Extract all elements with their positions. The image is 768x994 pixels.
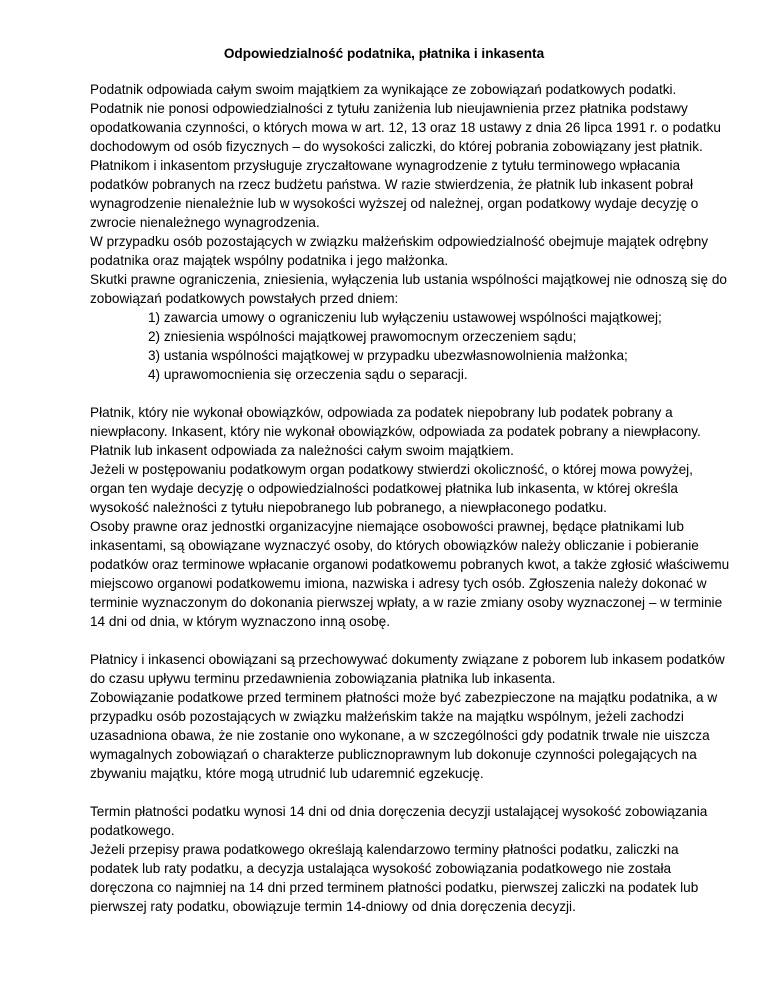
paragraph: Płatnicy i inkasenci obowiązani są przechowywać dokumenty związane z poborem lub inkasem podatków do czasu upływu terminu przedawnienia zobowiązania płatnika lub inkasenta.: [90, 652, 725, 686]
paragraph: Płatnik, który nie wykonał obowiązków, odpowiada za podatek niepobrany lub podatek pobrany a niewpłacony. Inkasent, który nie wykonał obowiązków, odpowiada za podatek pobrany a niewpłacony. Płatnik lub inkasent odpowiada za należności całym swoim majątkiem.: [90, 405, 701, 458]
paragraph: Jeżeli przepisy prawa podatkowego określają kalendarzowo terminy płatności podatku, zaliczki na podatek lub raty podatku, a decyzja ustalająca wysokość zobowiązania podatkowego nie została doręczona co najmniej na 14 dni przed terminem płatności podatku, pierwszej zaliczki na podatek lub pierwszej raty podatku, obowiązuje termin 14-dniowy od dnia doręczenia decyzji.: [90, 842, 699, 914]
paragraph: W przypadku osób pozostających w związku małżeńskim odpowiedzialność obejmuje majątek odrębny podatnika oraz majątek wspólny podatnika i jego małżonka.: [90, 234, 709, 268]
paragraph: Podatnik nie ponosi odpowiedzialności z tytułu zaniżenia lub nieujawnienia przez płatnika podstawy opodatkowania czynności, o których mowa w art. 12, 13 oraz 18 ustawy z dnia 26 lipca 1991 r. o podatku dochodowym od osób fizycznych – do wysokości zaliczki, do której pobrania zobowiązany jest płatnik.: [90, 101, 721, 154]
section-documents-security: [90, 650, 730, 783]
paragraph: Płatnikom i inkasentom przysługuje zryczałtowane wynagrodzenie z tytułu terminowego wpłacania podatków pobranych na rzecz budżetu państwa. W razie stwierdzenia, że płatnik lub inkasent pobrał wynagrodzenie nienależnie lub w wysokości wyższej od należnej, organ podatkowy wydaje decyzję o zwrocie nienależnego wynagrodzenia.: [90, 158, 699, 230]
paragraph: Jeżeli w postępowaniu podatkowym organ podatkowy stwierdzi okoliczność, o której mowa powyżej, organ ten wydaje decyzję o odpowiedzialności podatkowej płatnika lub inkasenta, w której określa wysokość należności z tytułu niepobranego lub pobranego, a niewpłaconego podatku.: [90, 462, 693, 515]
document-body: [90, 80, 730, 935]
list-item: 1) zawarcia umowy o ograniczeniu lub wyłączeniu ustawowej wspólności majątkowej;: [148, 310, 662, 325]
paragraph: Termin płatności podatku wynosi 14 dni od dnia doręczenia decyzji ustalającej wysokość zobowiązania podatkowego.: [90, 804, 708, 838]
document-title: Odpowiedzialność podatnika, płatnika i inkasenta: [223, 46, 545, 61]
paragraph: Zobowiązanie podatkowe przed terminem płatności może być zabezpieczone na majątku podatnika, a w przypadku osób pozostających w związku małżeńskim także na majątku wspólnym, jeżeli zachodzi uzasadniona obawa, że nie zostanie ono wykonane, a w szczególności gdy podatnik trwale nie uiszcza wymagalnych zobowiązań o charakterze publicznoprawnym lub dokonuje czynności polegających na zbywaniu majątku, które mogą utrudnić lub udaremnić egzekucję.: [90, 690, 718, 781]
section-payment-deadline: [90, 802, 730, 916]
paragraph: Skutki prawne ograniczenia, zniesienia, wyłączenia lub ustania wspólności majątkowej nie odnoszą się do zobowiązań podatkowych powstałych przed dniem:: [90, 272, 727, 306]
section-taxpayer-liability: [90, 80, 730, 384]
list-item: 3) ustania wspólności majątkowej w przypadku ubezwłasnowolnienia małżonka;: [148, 348, 628, 363]
list-item: 4) uprawomocnienia się orzeczenia sądu o separacji.: [148, 367, 468, 382]
numbered-list: [90, 308, 730, 384]
list-item: 2) zniesienia wspólności majątkowej prawomocnym orzeczeniem sądu;: [148, 329, 577, 344]
paragraph: Osoby prawne oraz jednostki organizacyjne niemające osobowości prawnej, będące płatnikami lub inkasentami, są obowiązane wyznaczyć osoby, do których obowiązków należy obliczanie i pobieranie podatków oraz terminowe wpłacanie organowi podatkowemu pobranych kwot, a także zgłosić właściwemu miejscowo organowi podatkowemu imiona, nazwiska i adresy tych osób. Zgłoszenia należy dokonać w terminie wyznaczonym do dokonania pierwszej wpłaty, a w razie zmiany osoby wyznaczonej – w terminie 14 dni od dnia, w którym wyznaczono inną osobę.: [90, 519, 730, 629]
section-payer-collector-liability: [90, 403, 730, 631]
paragraph: Podatnik odpowiada całym swoim majątkiem za wynikające ze zobowiązań podatkowych podatki.: [90, 82, 677, 97]
